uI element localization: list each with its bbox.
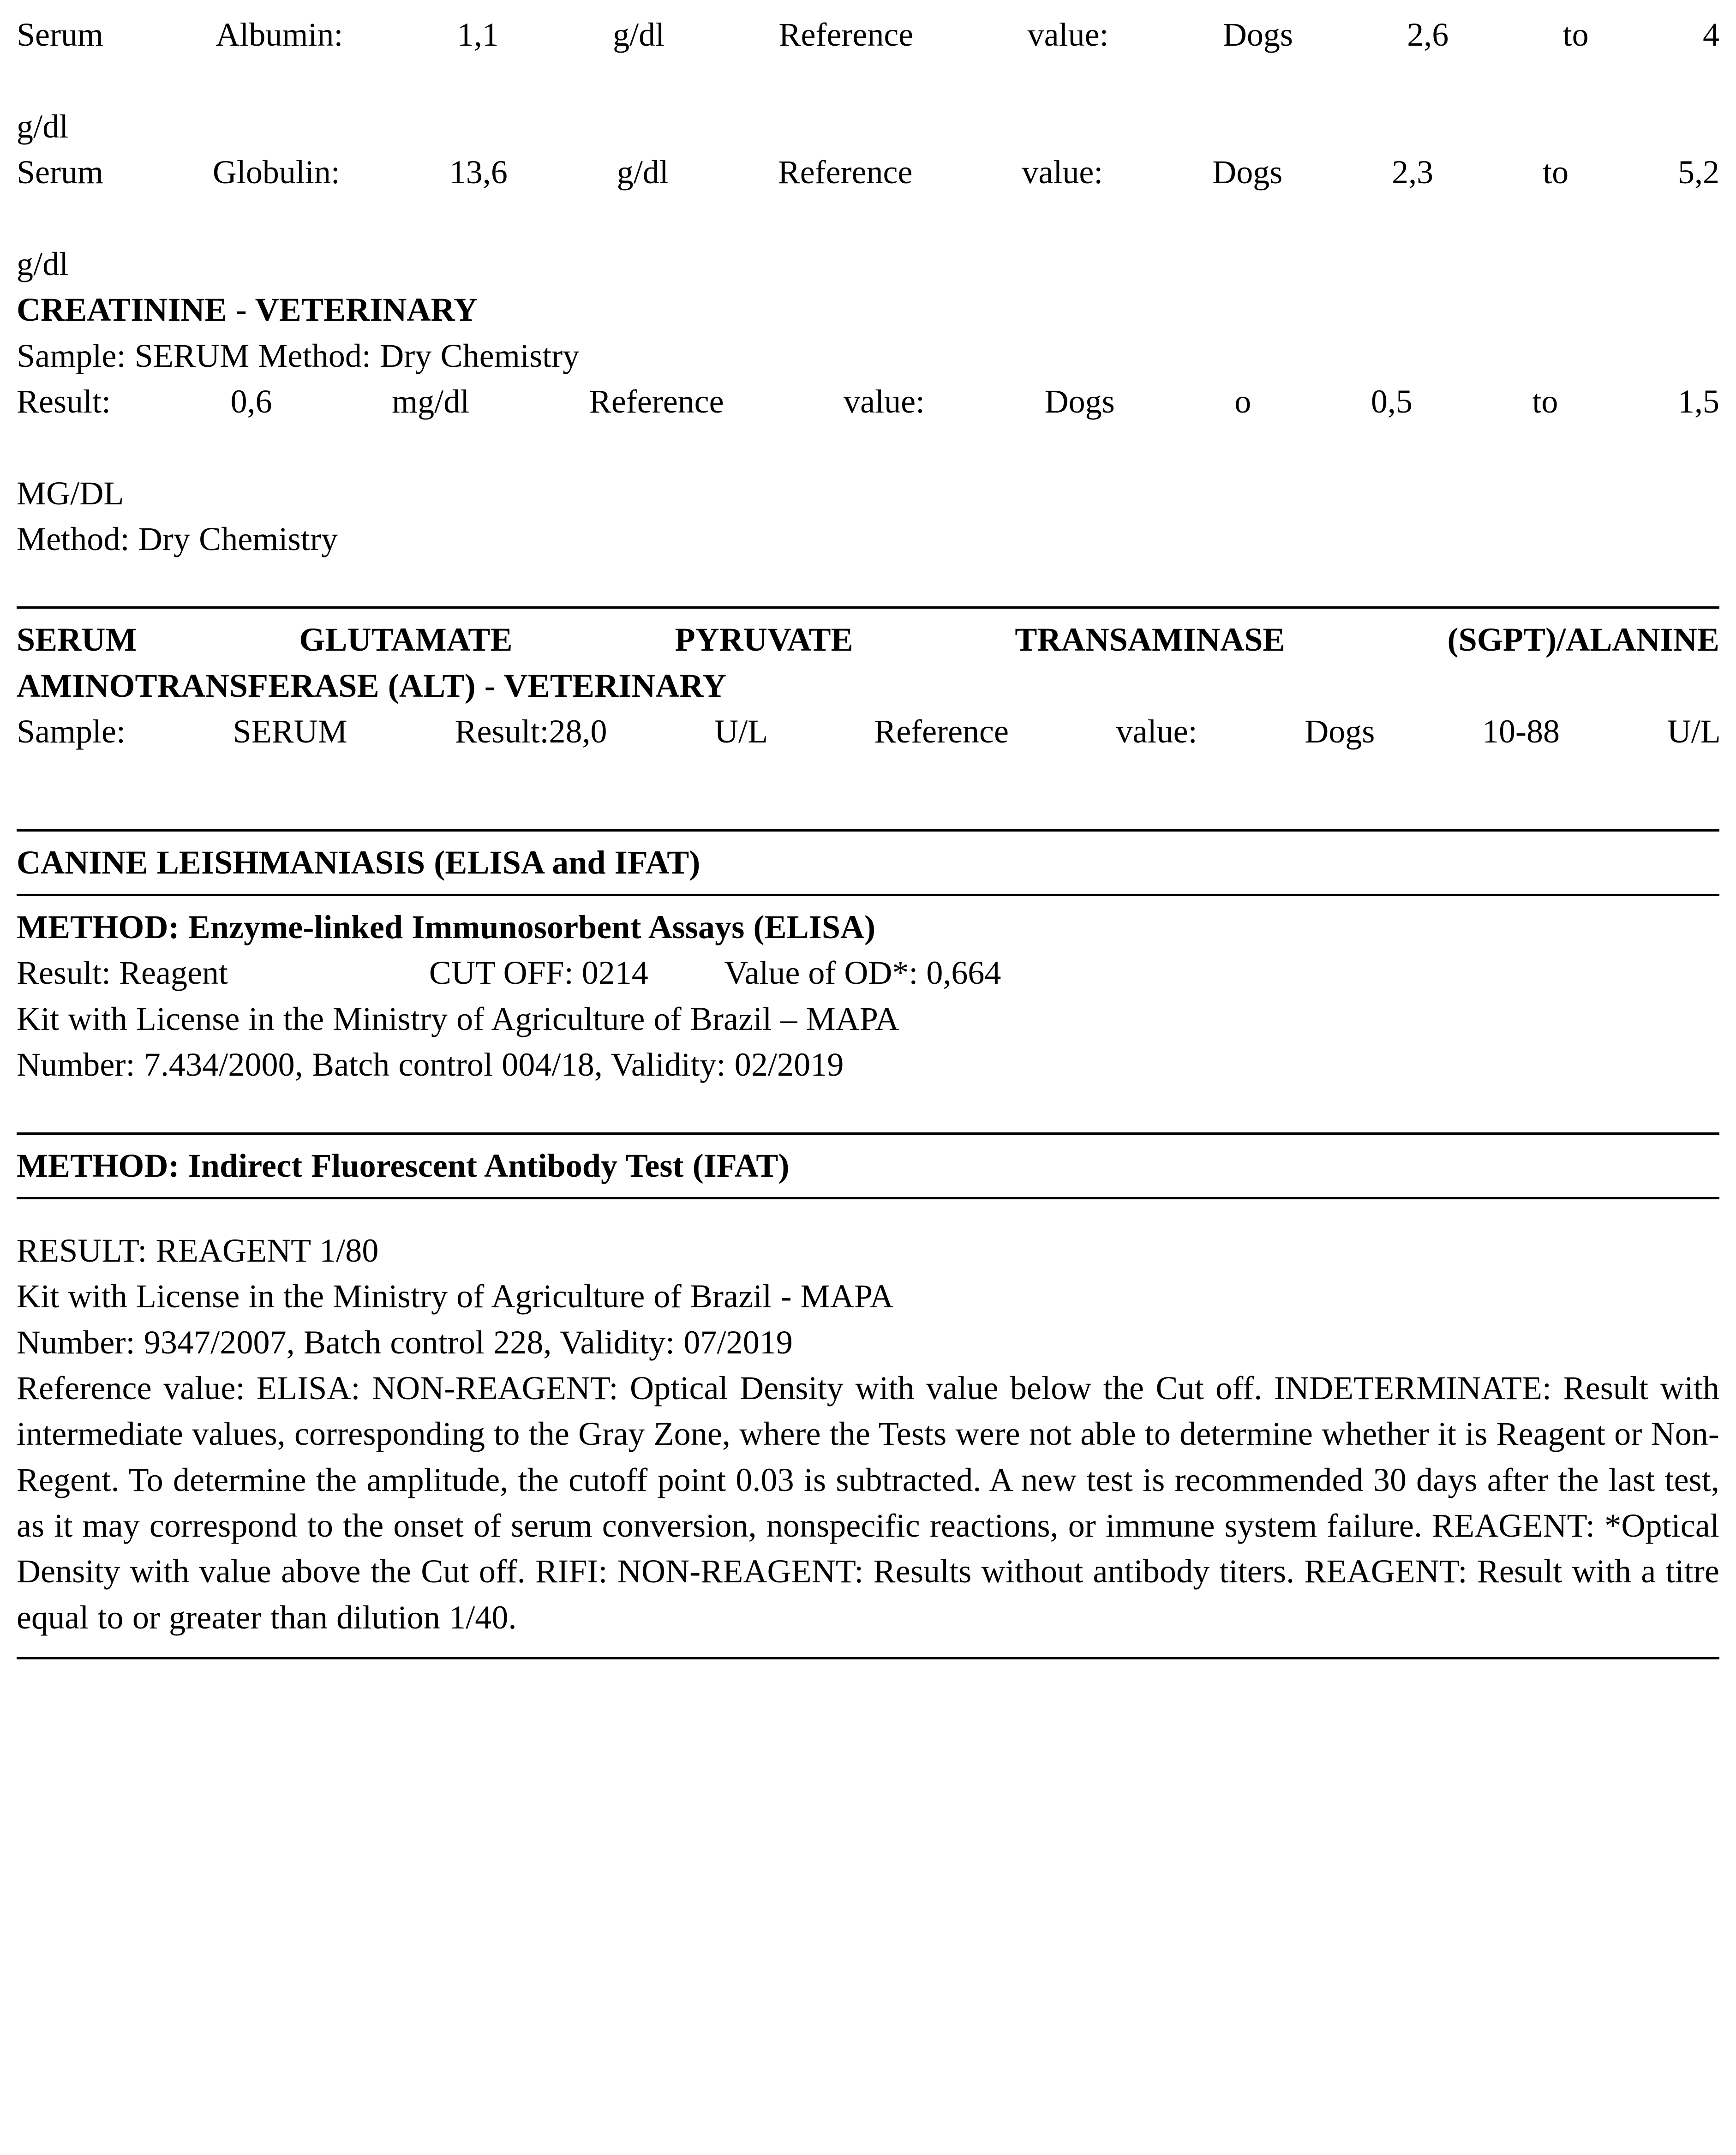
rule-gap — [17, 886, 1719, 894]
creatinine-method-line: Method: Dry Chemistry — [17, 520, 338, 557]
serum-albumin-unit-continuation: g/dl — [17, 108, 69, 145]
section-gap — [17, 801, 1719, 829]
serum-albumin-label: Serum Albumin: 1,1 g/dl — [17, 16, 665, 53]
ifat-method-heading: METHOD: Indirect Fluorescent Antibody Test (IFAT) — [17, 1147, 790, 1184]
creatinine-sample-line: Sample: SERUM Method: Dry Chemistry — [17, 337, 580, 374]
elisa-result-row — [17, 950, 1719, 996]
leishmaniasis-heading: CANINE LEISHMANIASIS (ELISA and IFAT) — [17, 844, 700, 881]
elisa-kit-number-line: Number: 7.434/2000, Batch control 004/18, Validity: 02/2019 — [17, 1046, 844, 1083]
sgpt-reference: Reference value: Dogs 10-88 U/L — [874, 713, 1720, 750]
divider-page-bottom — [17, 1657, 1719, 1659]
elisa-result-label: Result: Reagent — [17, 954, 228, 992]
ifat-result-line: RESULT: REAGENT 1/80 — [17, 1232, 379, 1269]
serum-globulin-row — [17, 150, 1719, 241]
serum-globulin-reference: Reference value: Dogs 2,3 to 5,2 — [778, 154, 1719, 191]
ifat-kit-number-line: Number: 9347/2007, Batch control 228, Validity: 07/2019 — [17, 1323, 793, 1361]
elisa-cutoff-label: CUT OFF: 0214 — [429, 954, 648, 992]
leishmaniasis-reference-paragraph: Reference value: ELISA: NON-REAGENT: Optical Density with value below the Cut off. INDETERMINATE: Result with intermediate values, corresponding to the Gray Zone, where the Tests were not able to determine whether it is Reagent or Non-Regent. To determine the amplitude, the cutoff point 0.03 is subtracted. A new test is recommended 30 days after the last test, as it may correspond to the onset of serum conversion, nonspecific reactions, or immune system failure. REAGENT: *Optical Density with value above the Cut off. RIFI: NON-REAGENT: Results without antibody titers. REAGENT: Result with a titre equal to or greater than dilution 1/40. — [17, 1369, 1719, 1636]
elisa-od-value-label: Value of OD*: 0,664 — [724, 954, 1001, 992]
rule-gap — [17, 609, 1719, 617]
sgpt-heading-line-2: AMINOTRANSFERASE (ALT) - VETERINARY — [17, 667, 727, 704]
sgpt-sample-result-label: Sample: SERUM Result:28,0 U/L — [17, 713, 767, 750]
serum-globulin-unit-continuation: g/dl — [17, 245, 69, 282]
ifat-kit-license-line: Kit with License in the Ministry of Agriculture of Brazil - MAPA — [17, 1278, 894, 1315]
rule-gap — [17, 832, 1719, 840]
section-gap — [17, 1199, 1719, 1228]
section-gap — [17, 1088, 1719, 1132]
section-gap — [17, 1640, 1719, 1657]
rule-gap — [17, 896, 1719, 904]
serum-albumin-row — [17, 12, 1719, 104]
rule-gap — [17, 1189, 1719, 1197]
creatinine-result-label: Result: 0,6 mg/dl — [17, 383, 470, 420]
creatinine-unit-continuation: MG/DL — [17, 474, 124, 512]
rule-gap — [17, 1135, 1719, 1143]
creatinine-reference: Reference value: Dogs o 0,5 to 1,5 — [589, 383, 1720, 420]
section-gap — [17, 562, 1719, 606]
serum-globulin-label: Serum Globulin: 13,6 g/dl — [17, 154, 669, 191]
creatinine-heading: CREATININE - VETERINARY — [17, 291, 478, 329]
creatinine-result-row — [17, 379, 1719, 471]
elisa-method-heading: METHOD: Enzyme-linked Immunosorbent Assays (ELISA) — [17, 909, 876, 946]
serum-albumin-reference: Reference value: Dogs 2,6 to 4 — [778, 16, 1720, 53]
elisa-kit-license-line: Kit with License in the Ministry of Agriculture of Brazil – MAPA — [17, 1000, 899, 1037]
sgpt-heading-line-1: SERUM GLUTAMATE PYRUVATE TRANSAMINASE (SGPT)/ALANINE — [17, 621, 1719, 658]
sgpt-result-row — [17, 709, 1719, 801]
